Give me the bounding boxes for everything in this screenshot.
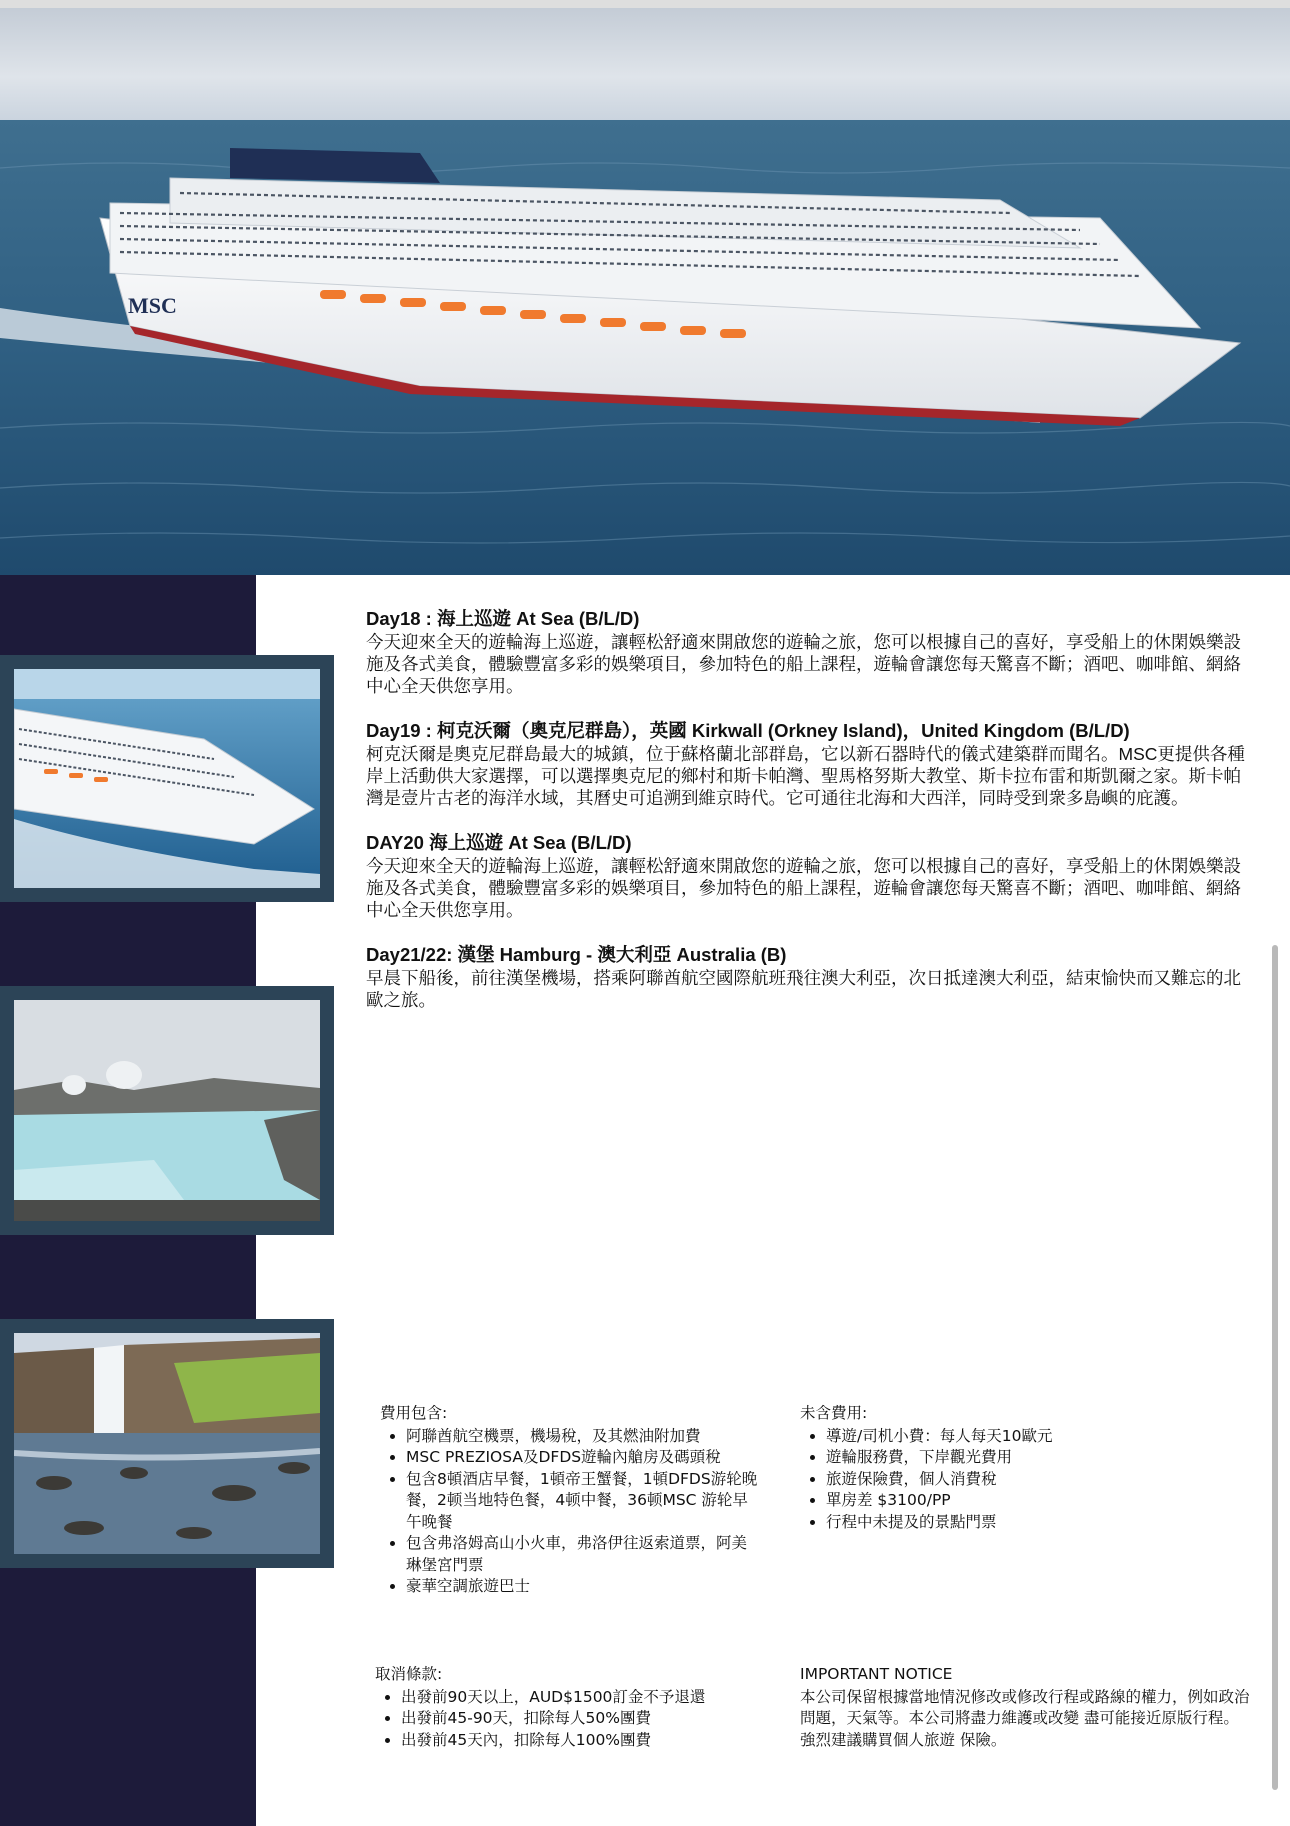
list-item: • 出發前90天以上，AUD$1500訂金不予退還 bbox=[401, 1687, 775, 1709]
day-title: Day21/22: 漢堡 Hamburg - 澳大利亞 Australia (B) bbox=[366, 944, 787, 965]
day-description: 今天迎來全天的遊輪海上巡遊，讓輕松舒適來開啟您的遊輪之旅，您可以根據自己的喜好，享受船上的休閑娛樂設施及各式美食，體驗豐富多彩的娛樂項目，參加特色的船上課程，遊輪會讓您每天驚喜不斷；酒吧、咖啡館、網絡中心全天供您享用。 bbox=[366, 856, 1241, 920]
fees-excluded-section bbox=[800, 1403, 1250, 1533]
svg-text:MSC: MSC bbox=[128, 293, 177, 318]
list-item: • 包含8頓酒店早餐，1頓帝王蟹餐，1頓DFDS游轮晚餐，2顿当地特色餐，4顿中餐，36顿MSC 游轮早午晚餐 bbox=[406, 1469, 758, 1534]
itinerary-section bbox=[366, 607, 1256, 1033]
list-item: • 豪華空調旅遊巴士 bbox=[406, 1576, 758, 1598]
photo-frame-waterfall bbox=[0, 1319, 334, 1568]
itinerary-day-21-22 bbox=[366, 943, 1256, 1011]
hero-cruise-image bbox=[0, 8, 1290, 575]
list-item: • 出發前45天內，扣除每人100%團費 bbox=[401, 1730, 775, 1752]
day-title: Day19 : 柯克沃爾（奧克尼群島），英國 Kirkwall (Orkney Island)，United Kingdom (B/L/D) bbox=[366, 720, 1130, 741]
itinerary-day-20 bbox=[366, 831, 1256, 921]
day-description: 柯克沃爾是奧克尼群島最大的城鎮，位于蘇格蘭北部群島，它以新石器時代的儀式建築群而聞名。MSC更提供各種岸上活動供大家選擇，可以選擇奧克尼的鄉村和斯卡帕灣、聖馬格努斯大教堂、斯卡拉布雷和斯凱爾之家。斯卡帕灣是壹片古老的海洋水域，其曆史可追溯到維京時代。它可通往北海和大西洋，同時受到衆多島嶼的庇護。 bbox=[366, 744, 1245, 808]
cruise-ship-at-sea-photo bbox=[0, 8, 1290, 575]
cancellation-section bbox=[375, 1664, 775, 1751]
list-item: • 導遊/司机小費：每人每天10歐元 bbox=[826, 1426, 1250, 1448]
list-item: • 行程中未提及的景點門票 bbox=[826, 1512, 1250, 1534]
itinerary-day-18 bbox=[366, 607, 1256, 697]
vertical-scrollbar[interactable] bbox=[1272, 945, 1278, 1790]
day-description: 今天迎來全天的遊輪海上巡遊，讓輕松舒適來開啟您的遊輪之旅，您可以根據自己的喜好，享受船上的休閑娛樂設施及各式美食，體驗豐富多彩的娛樂項目，參加特色的船上課程，遊輪會讓您每天驚喜不斷；酒吧、咖啡館、網絡中心全天供您享用。 bbox=[366, 632, 1241, 696]
fees-excluded-heading: 未含費用: bbox=[800, 1404, 868, 1422]
itinerary-day-19 bbox=[366, 719, 1256, 809]
waterfall-river-photo bbox=[14, 1333, 320, 1554]
list-item: • 包含弗洛姆高山小火車，弗洛伊往返索道票，阿美琳堡宮門票 bbox=[406, 1533, 758, 1576]
list-item: • 單房差 $3100/PP bbox=[826, 1490, 1250, 1512]
photo-frame-lagoon bbox=[0, 986, 334, 1235]
important-notice-section bbox=[800, 1664, 1250, 1751]
list-item: • 遊輪服務費，下岸觀光費用 bbox=[826, 1447, 1250, 1469]
notice-body: 本公司保留根據當地情況修改或修改行程或路線的權力，例如政治問題，天氣等。本公司將盡力維護或改變 盡可能接近原版行程。強烈建議購買個人旅遊 保險。 bbox=[800, 1687, 1250, 1749]
list-item: • 旅遊保險費，個人消費稅 bbox=[826, 1469, 1250, 1491]
list-item: • 出發前45-90天，扣除每人50%團費 bbox=[401, 1708, 775, 1730]
fees-included-list bbox=[380, 1426, 758, 1598]
photo-frame-ship bbox=[0, 655, 334, 902]
list-item: • 阿聯酋航空機票，機場稅，及其燃油附加費 bbox=[406, 1426, 758, 1448]
geothermal-lagoon-photo bbox=[14, 1000, 320, 1221]
day-title: DAY20 海上巡遊 At Sea (B/L/D) bbox=[366, 832, 632, 853]
fees-included-section bbox=[380, 1403, 758, 1598]
cancellation-list bbox=[375, 1687, 775, 1752]
day-title: Day18 : 海上巡遊 At Sea (B/L/D) bbox=[366, 608, 640, 629]
notice-heading: IMPORTANT NOTICE bbox=[800, 1665, 953, 1683]
fees-excluded-list bbox=[800, 1426, 1250, 1534]
cruise-ship-bow-photo bbox=[14, 669, 320, 888]
list-item: • MSC PREZIOSA及DFDS遊輪內艙房及碼頭稅 bbox=[406, 1447, 758, 1469]
day-description: 早晨下船後，前往漢堡機場，搭乘阿聯酋航空國際航班飛往澳大利亞，次日抵達澳大利亞，結束愉快而又難忘的北歐之旅。 bbox=[366, 968, 1241, 1010]
cancellation-heading: 取消條款: bbox=[375, 1665, 443, 1683]
fees-included-heading: 費用包含: bbox=[380, 1404, 448, 1422]
